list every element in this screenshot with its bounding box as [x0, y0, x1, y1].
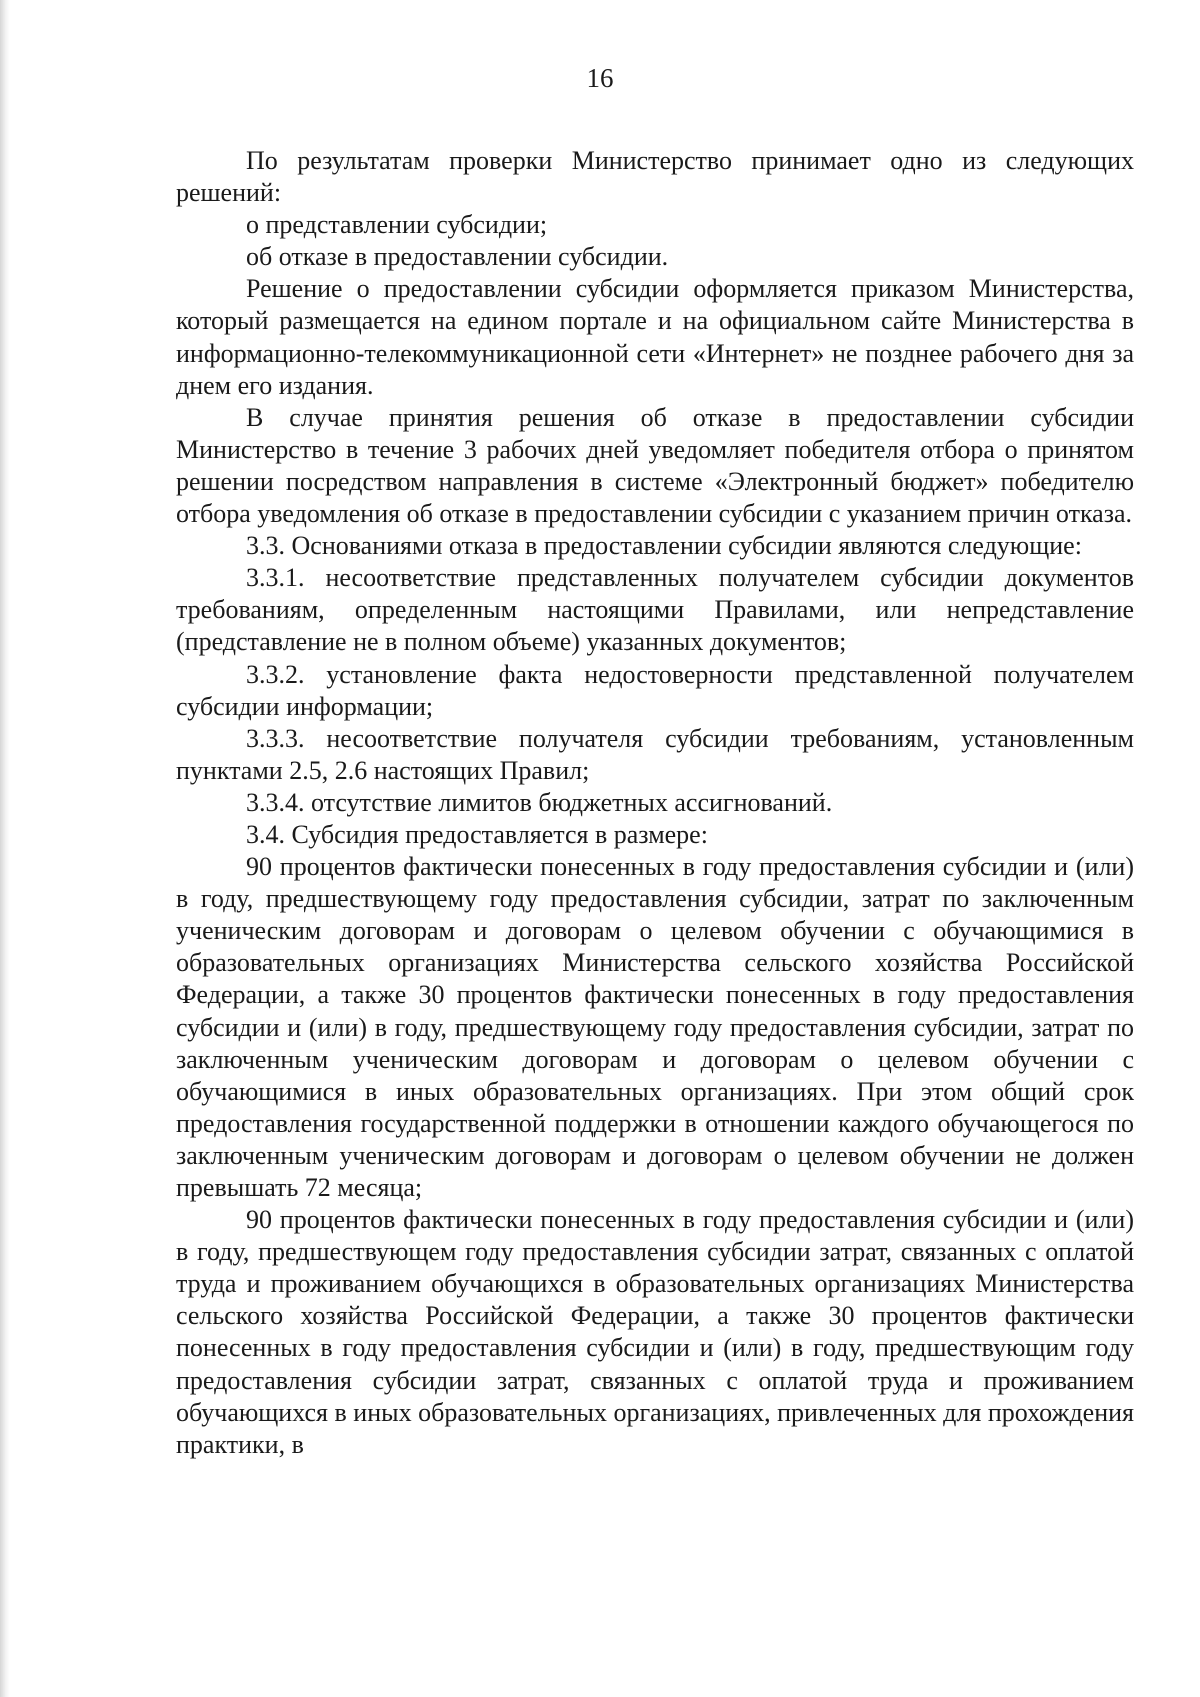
paragraph-amount-labor-housing: 90 процентов фактически понесенных в году предоставления субсидии и (или) в году, предшествующем году предоставления субсидии затрат, связанных с оплатой труда и проживанием обучающихся в образовательных организациях Министерства сельского хозяйства Российской Федерации, а также 30 процентов фактически понесенных в году предоставления субсидии и (или) в году, предшествующим году предоставления субсидии затрат, связанных с оплатой труда и проживанием обучающихся в иных образовательных организациях, привлеченных для прохождения практики, в: [176, 1205, 1134, 1459]
scan-edge-shadow: [0, 0, 10, 1697]
paragraph-ground-3-3-3: 3.3.3. несоответствие получателя субсидии требованиям, установленным пунктами 2.5, 2.6 настоящих Правил;: [176, 723, 1134, 785]
paragraph-option-grant: о представлении субсидии;: [246, 210, 548, 240]
paragraph-ground-3-3-2: 3.3.2. установление факта недостоверности представленной получателем субсидии информации;: [176, 659, 1134, 721]
paragraph-refusal-grounds: 3.3. Основаниями отказа в предоставлении субсидии являются следующие:: [246, 531, 1082, 561]
paragraph-inspection-result: По результатам проверки Министерство принимает одно из следующих решений:: [176, 146, 1134, 208]
document-body: [176, 145, 1134, 1461]
paragraph-refusal-notice: В случае принятия решения об отказе в предоставлении субсидии Министерство в течение 3 рабочих дней уведомляет победителя отбора о принятом решении посредством направления в системе «Электронный бюджет» победителю отбора уведомления об отказе в предоставлении субсидии с указанием причин отказа.: [176, 402, 1134, 529]
paragraph-grant-order: Решение о предоставлении субсидии оформляется приказом Министерства, который размещается на едином портале и на официальном сайте Министерства в информационно-телекоммуникационной сети «Интернет» не позднее рабочего дня за днем его издания.: [176, 274, 1134, 400]
paragraph-amount-contracts: 90 процентов фактически понесенных в году предоставления субсидии и (или) в году, предшествующему году предоставления субсидии, затрат по заключенным ученическим договорам и договорам о целевом обучении с обучающимися в образовательных организациях Министерства сельского хозяйства Российской Федерации, а также 30 процентов фактически понесенных в году предоставления субсидии и (или) в году, предшествующему году предоставления субсидии, затрат по заключенным ученическим договорам и договорам о целевом обучении с обучающимися в иных образовательных организациях. При этом общий срок предоставления государственной поддержки в отношении каждого обучающегося по заключенным ученическим договорам и договорам о целевом обучении не должен превышать 72 месяца;: [176, 852, 1134, 1202]
page-number: 16: [586, 63, 614, 93]
paragraph-option-refusal: об отказе в предоставлении субсидии.: [246, 242, 669, 272]
paragraph-ground-3-3-4: 3.3.4. отсутствие лимитов бюджетных ассигнований.: [246, 787, 833, 817]
paragraph-subsidy-amount: 3.4. Субсидия предоставляется в размере:: [246, 819, 708, 849]
paragraph-ground-3-3-1: 3.3.1. несоответствие представленных получателем субсидии документов требованиям, определенным настоящими Правилами, или непредставление (представление не в полном объеме) указанных документов;: [176, 563, 1134, 657]
